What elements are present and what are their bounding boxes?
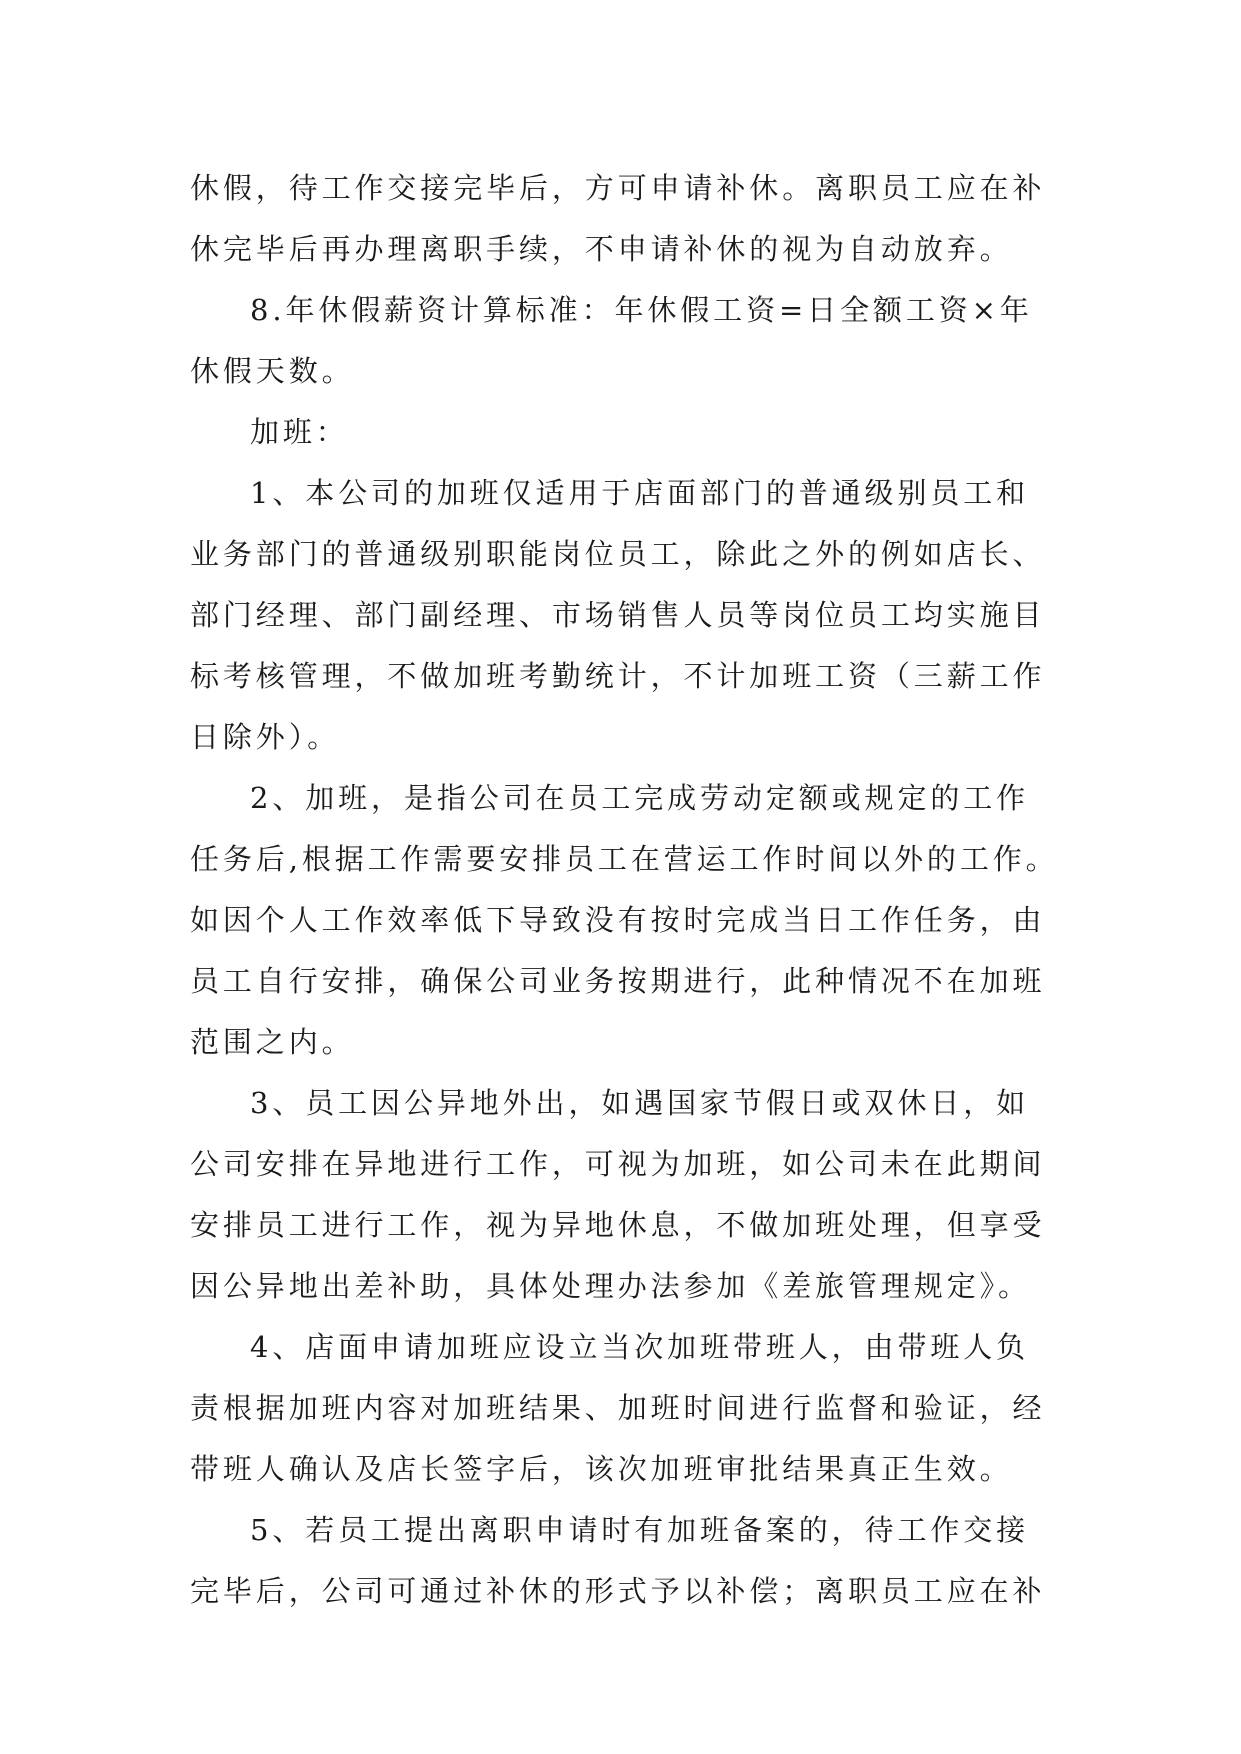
text-line: 公司安排在异地进行工作，可视为加班，如公司未在此期间 bbox=[190, 1147, 1046, 1181]
text-line: 完毕后，公司可通过补休的形式予以补偿；离职员工应在补 bbox=[190, 1574, 1046, 1608]
text-line: 休假，待工作交接完毕后，方可申请补休。离职员工应在补 bbox=[190, 171, 1046, 205]
text-line: 业务部门的普通级别职能岗位员工，除此之外的例如店长、 bbox=[190, 537, 1046, 571]
text-line: 带班人确认及店长签字后，该次加班审批结果真正生效。 bbox=[190, 1452, 1013, 1486]
text-line: 标考核管理，不做加班考勤统计，不计加班工资（三薪工作 bbox=[190, 659, 1046, 693]
text-line: 范围之内。 bbox=[190, 1025, 355, 1059]
text-line: 部门经理、部门副经理、市场销售人员等岗位员工均实施目 bbox=[190, 598, 1046, 632]
text-line: 休完毕后再办理离职手续，不申请补休的视为自动放弃。 bbox=[190, 232, 1013, 266]
document-body bbox=[190, 158, 1070, 1622]
text-line: 4、店面申请加班应设立当次加班带班人，由带班人负 bbox=[250, 1330, 1030, 1364]
text-line: 2、加班，是指公司在员工完成劳动定额或规定的工作 bbox=[250, 781, 1030, 815]
text-line: 1、本公司的加班仅适用于店面部门的普通级别员工和 bbox=[250, 476, 1030, 510]
text-line: 如因个人工作效率低下导致没有按时完成当日工作任务，由 bbox=[190, 903, 1046, 937]
text-line: 5、若员工提出离职申请时有加班备案的，待工作交接 bbox=[250, 1513, 1030, 1547]
text-line: 安排员工进行工作，视为异地休息，不做加班处理，但享受 bbox=[190, 1208, 1046, 1242]
text-line: 3、员工因公异地外出，如遇国家节假日或双休日，如 bbox=[250, 1086, 1030, 1120]
text-line: 日除外）。 bbox=[190, 720, 341, 754]
text-line: 员工自行安排，确保公司业务按期进行，此种情况不在加班 bbox=[190, 964, 1046, 998]
text-line: 责根据加班内容对加班结果、加班时间进行监督和验证，经 bbox=[190, 1391, 1046, 1425]
text-line: 8.年休假薪资计算标准：年休假工资=日全额工资×年 bbox=[250, 293, 1033, 327]
text-line: 任务后,根据工作需要安排员工在营运工作时间以外的工作。 bbox=[190, 842, 1059, 876]
text-line: 因公异地出差补助，具体处理办法参加《差旅管理规定》。 bbox=[190, 1269, 1031, 1303]
section-heading: 加班： bbox=[250, 415, 349, 449]
text-line: 休假天数。 bbox=[190, 354, 355, 388]
